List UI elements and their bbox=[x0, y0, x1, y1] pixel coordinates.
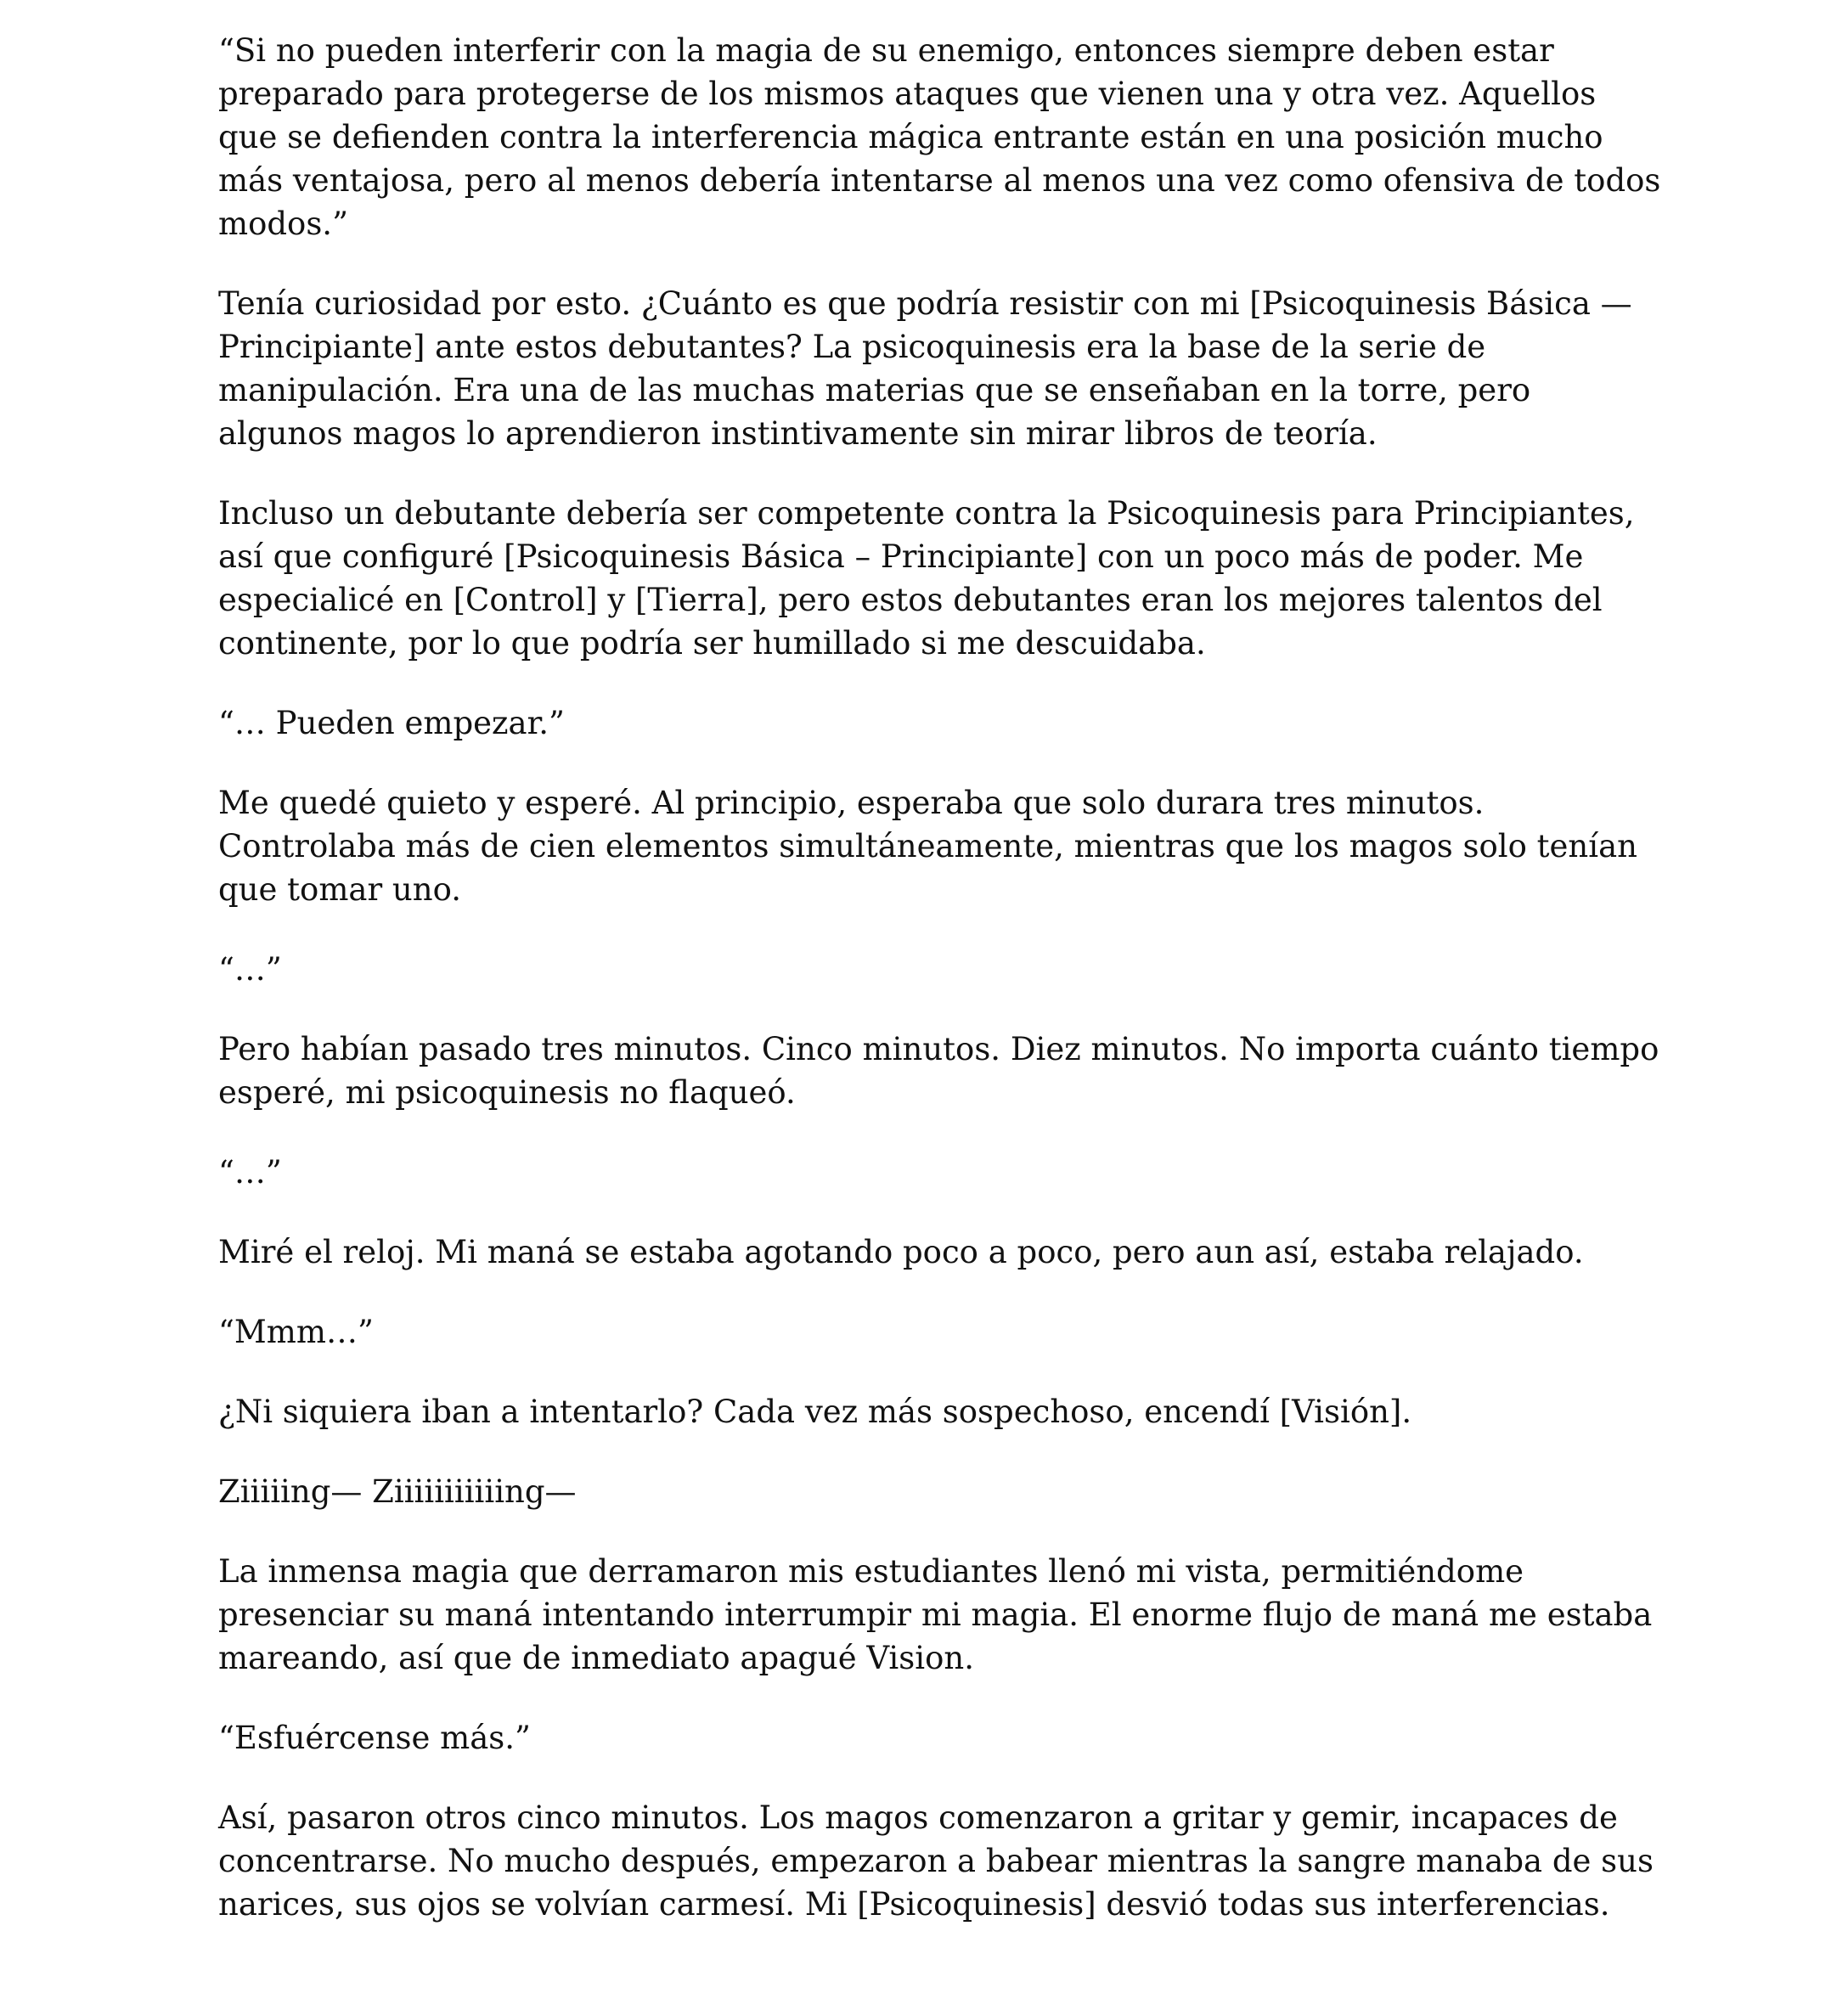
paragraph-8: “…” bbox=[218, 1154, 282, 1191]
paragraph-10: “Mmm…” bbox=[218, 1314, 374, 1350]
paragraph-9: Miré el reloj. Mi maná se estaba agotando poco a poco, pero aun así, estaba relajado. bbox=[218, 1234, 1584, 1270]
paragraph-1: “Si no pueden interferir con la magia de su enemigo, entonces siempre deben estar preparado para protegerse de los mismos ataques que vienen una y otra vez. Aquellos que se defienden contra la interferencia mágica entrante están en una posición mucho más ventajosa, pero al menos debería intentarse al menos una vez como ofensiva de todos modos.” bbox=[218, 32, 1661, 242]
paragraph-4: “… Pueden empezar.” bbox=[218, 705, 565, 741]
paragraph-6: “…” bbox=[218, 951, 282, 988]
paragraph-13: La inmensa magia que derramaron mis estudiantes llenó mi vista, permitiéndome presenciar su maná intentando interrumpir mi magia. El enorme flujo de maná me estaba mareando, así que de inmediato apagué Vision. bbox=[218, 1553, 1653, 1676]
paragraph-14: “Esfuércense más.” bbox=[218, 1720, 531, 1756]
paragraph-7: Pero habían pasado tres minutos. Cinco minutos. Diez minutos. No importa cuánto tiempo esperé, mi psicoquinesis no flaqueó. bbox=[218, 1031, 1659, 1111]
paragraph-12: Ziiiiing— Ziiiiiiiiiiing— bbox=[218, 1473, 577, 1510]
paragraph-3: Incluso un debutante debería ser competente contra la Psicoquinesis para Principiantes, así que configuré [Psicoquinesis Básica – Principiante] con un poco más de poder. Me especialicé en [Control] y [Tierra], pero estos debutantes eran los mejores talentos del continente, por lo que podría ser humillado si me descuidaba. bbox=[218, 495, 1635, 662]
document-page bbox=[218, 29, 1662, 1962]
paragraph-5: Me quedé quieto y esperé. Al principio, esperaba que solo durara tres minutos. Controlaba más de cien elementos simultáneamente, mientras que los magos solo tenían que tomar uno. bbox=[218, 785, 1637, 908]
paragraph-2: Tenía curiosidad por esto. ¿Cuánto es que podría resistir con mi [Psicoquinesis Básica — Principiante] ante estos debutantes? La psicoquinesis era la base de la serie de manipulación. Era una de las muchas materias que se enseñaban en la torre, pero algunos magos lo aprendieron instintivamente sin mirar libros de teoría. bbox=[218, 285, 1632, 452]
paragraph-15: Así, pasaron otros cinco minutos. Los magos comenzaron a gritar y gemir, incapaces de concentrarse. No mucho después, empezaron a babear mientras la sangre manaba de sus narices, sus ojos se volvían carmesí. Mi [Psicoquinesis] desvió todas sus interferencias. bbox=[218, 1799, 1654, 1923]
paragraph-11: ¿Ni siquiera iban a intentarlo? Cada vez más sospechoso, encendí [Visión]. bbox=[218, 1394, 1412, 1430]
